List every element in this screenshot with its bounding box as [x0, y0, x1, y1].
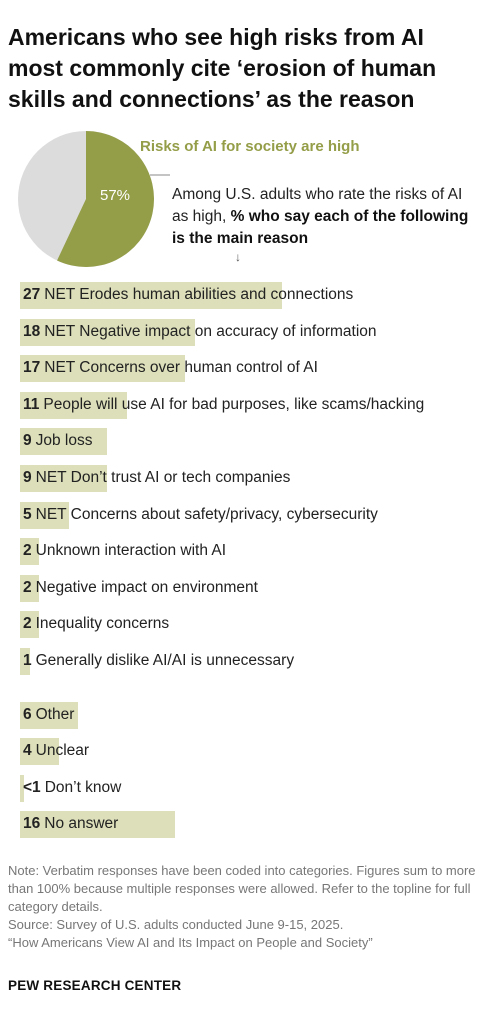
bar-value-label: 17 — [23, 359, 41, 377]
bar-label — [23, 286, 353, 304]
bar-value-label: 11 — [23, 395, 40, 413]
bar-value-label: <1 — [23, 778, 41, 796]
bar-value-label: 1 — [23, 652, 32, 669]
bar-value-label: 27 — [23, 286, 41, 303]
org-logo-text: PEW RESEARCH CENTER — [8, 978, 182, 993]
bar-value-label: 5 — [23, 505, 32, 523]
pie-value-label: 57% — [100, 187, 131, 204]
bar-value-label: 2 — [23, 542, 32, 560]
bar-category-label: Generally dislike AI/AI is unnecessary — [35, 652, 295, 669]
bar-value-label: 4 — [23, 742, 32, 760]
bar-value-label: 18 — [23, 322, 41, 340]
bar-value-label: 6 — [23, 705, 32, 723]
bar-category-label: Negative impact on environment — [35, 578, 258, 596]
bar-value-label: 2 — [23, 615, 32, 633]
bar-label — [23, 323, 377, 341]
lede-bold: % who say each of the following is the main reason — [172, 208, 469, 247]
chart-title: Americans who see high risks from AI most commonly cite ‘erosion of human skills and connections’ as the reason — [8, 24, 437, 112]
source-text: Source: Survey of U.S. adults conducted June 9-15, 2025. — [8, 917, 344, 932]
bar-category-label: Unclear — [35, 742, 90, 760]
bar-category-label: NET Don’t trust AI or tech companies — [35, 469, 291, 486]
bar-label — [23, 815, 118, 833]
bar-label — [23, 359, 318, 377]
note-text: Note: Verbatim responses have been coded into categories. Figures sum to more than 100% because multiple responses were allowed. Refer to the topline for full category details. — [8, 863, 476, 914]
bar-label — [23, 742, 89, 760]
bar-label — [23, 469, 290, 487]
bar-label — [23, 432, 93, 450]
chart-note — [8, 862, 486, 952]
bar-value-label: 9 — [23, 432, 32, 450]
bar-label — [23, 615, 169, 633]
bar-category-label: Other — [35, 705, 75, 723]
bar-category-label: People will use AI for bad purposes, like scams/hacking — [43, 395, 425, 413]
bar-label — [23, 779, 121, 797]
bar-category-label: Unknown interaction with AI — [35, 542, 227, 560]
bar-value-label: 9 — [23, 469, 32, 486]
bar-value-label: 16 — [23, 815, 41, 833]
bar-category-label: NET Concerns about safety/privacy, cybersecurity — [35, 505, 378, 523]
bar-label — [23, 579, 258, 597]
lede-plain: Among U.S. adults who rate the risks of AI as high, — [172, 186, 463, 225]
report-title: “How Americans View AI and Its Impact on People and Society” — [8, 935, 373, 950]
pie-label: Risks of AI for society are high — [140, 138, 360, 155]
bar-category-label: No answer — [44, 815, 119, 833]
bar-category-label: NET Erodes human abilities and connections — [44, 286, 354, 303]
bar-label — [23, 396, 424, 414]
bar-category-label: Don’t know — [44, 778, 122, 796]
bar-category-label: Inequality concerns — [35, 615, 170, 633]
bar-category-label: NET Negative impact on accuracy of information — [44, 322, 377, 340]
bar-label — [23, 652, 294, 670]
bar-category-label: NET Concerns over human control of AI — [44, 359, 318, 377]
down-arrow-icon: ↓ — [235, 250, 241, 264]
bar-label — [23, 542, 226, 560]
bar-value-label: 2 — [23, 578, 32, 596]
bar-label — [23, 506, 378, 524]
pie-leader-line — [150, 175, 170, 188]
bar-label — [23, 706, 74, 724]
chart-lede — [172, 184, 472, 250]
bar-category-label: Job loss — [35, 432, 93, 450]
